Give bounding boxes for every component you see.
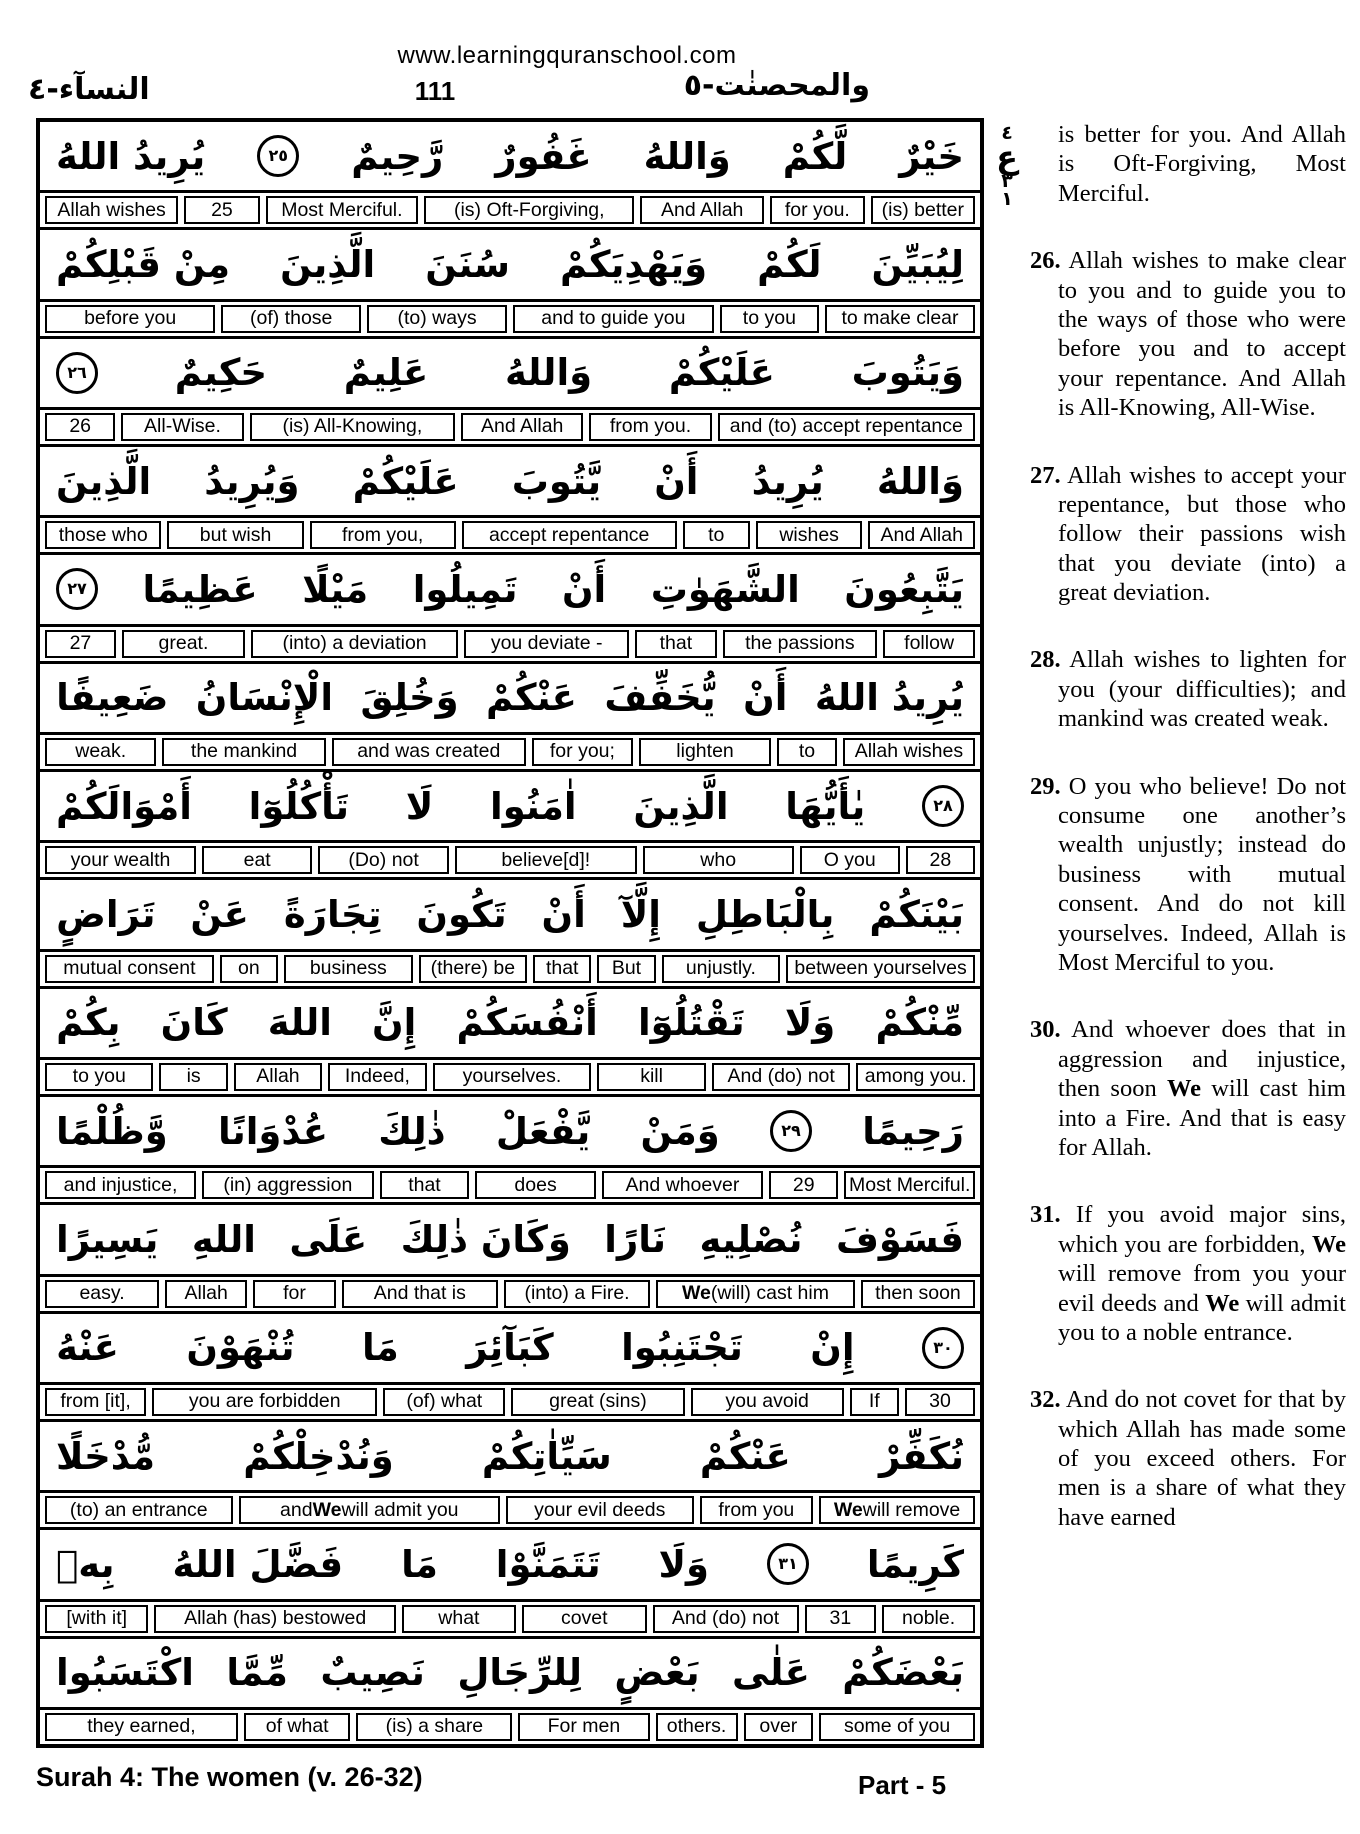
word-translation-cell: (into) a deviation xyxy=(251,630,458,658)
arabic-word: الَّذِينَ xyxy=(280,242,376,286)
arabic-word: أَمْوَالَكُمْ xyxy=(56,784,192,828)
arabic-word: أَنْفُسَكُمْ xyxy=(456,1001,598,1045)
word-translation-cell: lighten xyxy=(639,738,771,766)
verse-translation-27 xyxy=(1030,461,1346,608)
verse-row xyxy=(40,1205,980,1313)
arabic-word: لِلرِّجَالِ xyxy=(457,1651,583,1695)
verse-row xyxy=(40,1422,980,1530)
word-translation-cell: (is) Oft-Forgiving, xyxy=(424,196,634,224)
word-translation-cell: If xyxy=(850,1388,899,1416)
arabic-word: بَعْضَكُمْ xyxy=(842,1651,964,1695)
word-translation-cell: 30 xyxy=(905,1388,975,1416)
arabic-word: وَيَهْدِيَكُمْ xyxy=(559,242,708,286)
word-translation-cell: 29 xyxy=(769,1171,838,1199)
word-translation-cell: from you xyxy=(700,1496,814,1524)
word-translation-cell: covet xyxy=(522,1605,647,1633)
verse-end-marker: ٣١ xyxy=(767,1543,809,1585)
word-translation-cell: noble. xyxy=(882,1605,975,1633)
word-translation-cell: the passions xyxy=(723,630,878,658)
translation-row xyxy=(40,1277,980,1311)
word-translation-cell: what xyxy=(402,1605,516,1633)
arabic-word: عَنْ xyxy=(190,892,249,936)
word-translation-cell: And whoever xyxy=(602,1171,763,1199)
arabic-word: تَرَاضٍ xyxy=(56,892,156,936)
word-translation-cell: 27 xyxy=(45,630,116,658)
arabic-word: وَكَانَ ذٰلِكَ xyxy=(400,1217,571,1261)
arabic-word: عَلَيْكُمْ xyxy=(668,351,775,395)
word-translation-cell: weak. xyxy=(45,738,156,766)
word-translation-cell: (there) be xyxy=(419,955,527,983)
verse-row xyxy=(40,1097,980,1205)
surah-caption: Surah 4: The women (v. 26-32) xyxy=(36,1762,423,1792)
verse-row xyxy=(40,230,980,338)
arabic-word: تَقْتُلُوٓا xyxy=(637,1001,745,1045)
verse-row xyxy=(40,555,980,663)
word-translation-cell: And that is xyxy=(342,1280,499,1308)
arabic-text-line xyxy=(40,1097,980,1168)
arabic-text-line xyxy=(40,1205,980,1276)
word-translation-cell: for xyxy=(253,1280,335,1308)
translation-row xyxy=(40,627,980,661)
word-translation-cell: We (will) cast him xyxy=(656,1280,855,1308)
word-translation-cell: of what xyxy=(244,1713,351,1741)
word-translation-cell: is xyxy=(159,1063,227,1091)
verse-row xyxy=(40,1314,980,1422)
arabic-word: اكْتَسَبُوا xyxy=(56,1651,194,1695)
word-translation-cell: before you xyxy=(45,305,215,333)
word-translation-cell: they earned, xyxy=(45,1713,238,1741)
arabic-word: مَا xyxy=(401,1542,438,1586)
verse-row xyxy=(40,339,980,447)
arabic-word: سُنَنَ xyxy=(425,242,510,286)
arabic-word: لِيُبَيِّنَ xyxy=(871,242,964,286)
word-translation-cell: you deviate - xyxy=(464,630,629,658)
arabic-word: الْإِنْسَانُ xyxy=(195,676,334,720)
arabic-word: عَنْكُمْ xyxy=(699,1434,791,1478)
word-translation-cell: others. xyxy=(656,1713,738,1741)
word-translation-cell: And Allah xyxy=(640,196,764,224)
arabic-word: يَّتُوبَ xyxy=(511,459,602,503)
ruku-top: ٤ xyxy=(1001,122,1013,144)
word-translation-cell: your wealth xyxy=(45,846,196,874)
word-translation-cell: that xyxy=(635,630,716,658)
translation-row xyxy=(40,1060,980,1094)
word-translation-cell: wishes xyxy=(756,521,863,549)
verse-number: 31. xyxy=(1030,1201,1061,1229)
word-translation-cell: accept repentance xyxy=(462,521,677,549)
verse-translation-26 xyxy=(1030,246,1346,422)
verse-number: 29. xyxy=(1030,772,1061,800)
word-translation-cell: business xyxy=(284,955,413,983)
verse-row xyxy=(40,447,980,555)
word-translation-cell: unjustly. xyxy=(662,955,781,983)
arabic-word: يُرِيدُ اللهُ xyxy=(56,134,206,178)
arabic-text-line xyxy=(40,555,980,626)
word-translation-cell: believe[d]! xyxy=(455,846,637,874)
word-translation-cell: 31 xyxy=(805,1605,877,1633)
word-translation-cell: And (do) not xyxy=(653,1605,799,1633)
verse-end-marker: ٢٨ xyxy=(922,785,964,827)
word-translation-cell: easy. xyxy=(45,1280,159,1308)
word-translation-cell: (into) a Fire. xyxy=(504,1280,650,1308)
word-translation-cell: that xyxy=(533,955,591,983)
word-translation-cell: but wish xyxy=(167,521,303,549)
arabic-word: وَنُدْخِلْكُمْ xyxy=(243,1434,394,1478)
word-translation-cell: does xyxy=(475,1171,595,1199)
arabic-word: وَاللهُ xyxy=(643,134,731,178)
word-translation-cell: on xyxy=(220,955,278,983)
verse-end-marker: ٢٥ xyxy=(257,135,299,177)
arabic-word: مَيْلًا xyxy=(302,567,369,611)
translation-row xyxy=(40,1493,980,1527)
juz-name-arabic: والمحصنٰت-٥ xyxy=(683,68,870,103)
verse-row xyxy=(40,989,980,1097)
arabic-word: نَارًا xyxy=(604,1217,667,1261)
verse-end-marker: ٢٦ xyxy=(56,352,98,394)
arabic-word: وَلَا xyxy=(658,1542,710,1586)
arabic-word: نَصِيبٌ xyxy=(320,1651,425,1695)
arabic-word: مُّدْخَلًا xyxy=(56,1434,156,1478)
translation-row xyxy=(40,843,980,877)
arabic-word: خَيْرٌ xyxy=(899,134,964,178)
word-translation-cell: Allah (has) bestowed xyxy=(154,1605,395,1633)
word-translation-cell: to make clear xyxy=(825,305,975,333)
arabic-word: عَلٰى xyxy=(732,1651,810,1695)
word-translation-cell: 26 xyxy=(45,413,115,441)
arabic-word: مَا xyxy=(361,1326,399,1370)
word-translation-cell: the mankind xyxy=(162,738,325,766)
verse-number: 30. xyxy=(1030,1016,1061,1044)
word-translation-cell: great. xyxy=(122,630,245,658)
word-translation-cell: for you; xyxy=(532,738,633,766)
word-translation-cell: those who xyxy=(45,521,161,549)
word-translation-cell: that xyxy=(380,1171,470,1199)
verse-end-marker: ٣٠ xyxy=(922,1327,964,1369)
arabic-word: اللهِ xyxy=(191,1217,256,1261)
word-translation-cell: And (do) not xyxy=(712,1063,851,1091)
arabic-text-line xyxy=(40,880,980,951)
translation-row xyxy=(40,735,980,769)
arabic-text-line xyxy=(40,1639,980,1710)
word-translation-cell: from [it], xyxy=(45,1388,146,1416)
word-translation-cell: some of you xyxy=(819,1713,975,1741)
word-translation-cell: (Do) not xyxy=(318,846,449,874)
word-translation-cell: to you xyxy=(720,305,819,333)
word-translation-cell: (of) those xyxy=(221,305,361,333)
word-translation-cell: (to) an entrance xyxy=(45,1496,233,1524)
arabic-text-line xyxy=(40,122,980,193)
word-translation-cell: [with it] xyxy=(45,1605,148,1633)
arabic-word: يَتَّبِعُونَ xyxy=(844,567,964,611)
arabic-word: نُكَفِّرْ xyxy=(878,1434,964,1478)
translation-row xyxy=(40,1168,980,1202)
translation-row xyxy=(40,1385,980,1419)
verse-number: 32. xyxy=(1030,1386,1061,1414)
word-translation-cell: We will remove xyxy=(819,1496,975,1524)
translation-row xyxy=(40,1602,980,1636)
word-translation-cell: (to) ways xyxy=(367,305,507,333)
arabic-word: وَاللهُ xyxy=(876,459,964,503)
word-translation-cell: from you. xyxy=(589,413,711,441)
arabic-text-line xyxy=(40,230,980,301)
translation-row xyxy=(40,1710,980,1744)
word-translation-cell: 28 xyxy=(906,846,975,874)
arabic-word: وَيَتُوبَ xyxy=(851,351,964,395)
word-translation-cell: over xyxy=(744,1713,814,1741)
word-translation-cell: Allah wishes xyxy=(45,196,178,224)
word-translation-cell: and was created xyxy=(332,738,526,766)
arabic-word: بِكُمْ xyxy=(56,1001,121,1045)
translation-row xyxy=(40,193,980,227)
verse-row xyxy=(40,1530,980,1638)
arabic-word: بِهٖ xyxy=(56,1542,115,1586)
word-translation-cell: and We will admit you xyxy=(239,1496,500,1524)
word-translation-cell: you avoid xyxy=(691,1388,844,1416)
verse-text: O you who believe! Do not consume one another’s wealth unjustly; instead do business with mutual consent. And do not kill yourselves. Indeed, Allah is Most Merciful to you. xyxy=(1058,772,1346,976)
arabic-text-line xyxy=(40,1422,980,1493)
word-translation-cell: and (to) accept repentance xyxy=(718,413,975,441)
arabic-text-line xyxy=(40,772,980,843)
translation-row xyxy=(40,302,980,336)
word-translation-cell: All-Wise. xyxy=(121,413,243,441)
word-translation-cell: follow xyxy=(883,630,975,658)
arabic-word: أَنْ xyxy=(561,567,607,611)
arabic-word: رَحِيمًا xyxy=(862,1109,964,1153)
arabic-word: الَّذِينَ xyxy=(56,459,152,503)
verse-row xyxy=(40,772,980,880)
arabic-word: عَلَى xyxy=(289,1217,368,1261)
word-by-word-grid xyxy=(36,118,984,1748)
verse-translation-31 xyxy=(1030,1200,1346,1347)
word-translation-cell: For men xyxy=(518,1713,649,1741)
word-translation-cell: yourselves. xyxy=(433,1063,592,1091)
arabic-word: فَسَوْفَ xyxy=(835,1217,964,1261)
word-translation-cell: and injustice, xyxy=(45,1171,196,1199)
arabic-word: نُصْلِيهِ xyxy=(699,1217,803,1261)
ain-glyph: ع xyxy=(996,138,1018,177)
arabic-word: إِنْ xyxy=(810,1326,855,1370)
verse-translation-29 xyxy=(1030,772,1346,978)
arabic-word: فَضَّلَ اللهُ xyxy=(172,1542,344,1586)
arabic-word: تَجْتَنِبُوا xyxy=(621,1326,743,1370)
word-translation-cell: 25 xyxy=(184,196,259,224)
arabic-word: بَيْنَكُمْ xyxy=(869,892,964,936)
word-translation-cell: who xyxy=(643,846,794,874)
arabic-word: حَكِيمٌ xyxy=(174,351,268,395)
translation-row xyxy=(40,952,980,986)
verse-row xyxy=(40,1639,980,1744)
word-translation-cell: Allah xyxy=(234,1063,322,1091)
verse-text: is better for you. And Allah is Oft-Forgiving, Most Merciful. xyxy=(1058,121,1346,207)
word-translation-cell: O you xyxy=(800,846,900,874)
arabic-word: اٰمَنُوا xyxy=(490,784,577,828)
word-translation-cell: (is) better xyxy=(871,196,975,224)
arabic-word: وَيُرِيدُ xyxy=(204,459,300,503)
word-translation-cell: (of) what xyxy=(383,1388,505,1416)
verse-translation-continuation xyxy=(1030,120,1346,208)
word-translation-cell: to xyxy=(777,738,837,766)
ruku-bottom: ١ xyxy=(1001,188,1013,211)
arabic-word: بِالْبَاطِلِ xyxy=(695,892,835,936)
part-caption: Part - 5 xyxy=(858,1770,947,1800)
arabic-word: إِنَّ xyxy=(372,1001,417,1045)
word-translation-cell: from you, xyxy=(310,521,456,549)
arabic-word: عَلِيمٌ xyxy=(343,351,429,395)
arabic-word: عُدْوَانًا xyxy=(217,1109,329,1153)
word-translation-cell: Most Merciful. xyxy=(266,196,418,224)
verse-text: Allah wishes to lighten for you (your difficulties); and mankind was created weak. xyxy=(1058,646,1346,733)
arabic-word: وَمَنْ xyxy=(640,1109,720,1153)
site-url: www.learningquranschool.com xyxy=(397,42,737,69)
arabic-word: وَخُلِقَ xyxy=(360,676,459,720)
arabic-word: مِّمَّا xyxy=(226,1651,288,1695)
arabic-word: وَلَا xyxy=(784,1001,836,1045)
arabic-text-line xyxy=(40,339,980,410)
arabic-word: ذٰلِكَ xyxy=(378,1109,446,1153)
arabic-word: أَنْ xyxy=(743,676,788,720)
word-translation-cell: to xyxy=(683,521,750,549)
word-translation-cell: eat xyxy=(202,846,312,874)
arabic-text-line xyxy=(40,447,980,518)
verse-text: Allah wishes to accept your repentance, but those who follow their passions wish that you deviate (into) a great deviation. xyxy=(1058,461,1346,607)
arabic-word: تِجَارَةً xyxy=(283,892,382,936)
arabic-word: لَكُمْ xyxy=(757,242,822,286)
arabic-word: كَرِيمًا xyxy=(866,1542,964,1586)
arabic-word: تَكُونَ xyxy=(416,892,507,936)
verse-text: If you avoid major sins, which you are forbidden, We will remove from you your evil deeds and We will admit you to a noble entrance. xyxy=(1058,1201,1346,1346)
arabic-word: يَسِيرًا xyxy=(56,1217,159,1261)
word-translation-cell: Indeed, xyxy=(328,1063,426,1091)
arabic-word: وَّظُلْمًا xyxy=(56,1109,168,1153)
word-translation-cell: But xyxy=(597,955,655,983)
arabic-word: يُرِيدُ اللهُ xyxy=(814,676,964,720)
arabic-word: مِنْ قَبْلِكُمْ xyxy=(56,242,231,286)
word-translation-cell: then soon xyxy=(861,1280,975,1308)
arabic-word: إِلَّآ xyxy=(620,892,661,936)
arabic-text-line xyxy=(40,1530,980,1601)
arabic-word: أَنْ xyxy=(654,459,699,503)
word-translation-cell: your evil deeds xyxy=(506,1496,694,1524)
arabic-word: الشَّهَوٰتِ xyxy=(650,567,800,611)
translation-row xyxy=(40,518,980,552)
arabic-word: تَأْكُلُوٓا xyxy=(248,784,349,828)
word-translation-cell: to you xyxy=(45,1063,153,1091)
arabic-word: تَتَمَنَّوْا xyxy=(495,1542,601,1586)
arabic-word: ضَعِيفًا xyxy=(56,676,169,720)
verse-end-marker: ٢٩ xyxy=(770,1110,812,1152)
arabic-word: كَبَآئِرَ xyxy=(466,1326,554,1370)
verse-translation-32 xyxy=(1030,1385,1346,1532)
arabic-word: يُّخَفِّفَ xyxy=(604,676,716,720)
arabic-word: مِّنْكُمْ xyxy=(875,1001,964,1045)
word-translation-cell: between yourselves xyxy=(786,955,975,983)
translation-row xyxy=(40,410,980,444)
verse-text: Allah wishes to make clear to you and to guide you to the ways of those who were before you and to accept your repentance. And Allah is All-Knowing, All-Wise. xyxy=(1058,247,1346,422)
arabic-word: لَّكُمْ xyxy=(782,134,848,178)
arabic-word: كَانَ xyxy=(160,1001,228,1045)
arabic-word: يُرِيدُ xyxy=(751,459,824,503)
ruku-middle: ٣ xyxy=(1001,170,1013,193)
arabic-word: عَنْكُمْ xyxy=(486,676,577,720)
word-translation-cell: Most Merciful. xyxy=(844,1171,975,1199)
verse-row xyxy=(40,664,980,772)
verse-number: 28. xyxy=(1030,646,1061,674)
verse-number: 26. xyxy=(1030,247,1061,275)
arabic-word: وَاللهُ xyxy=(505,351,593,395)
arabic-word: رَّحِيمٌ xyxy=(351,134,444,178)
word-translation-cell: Allah xyxy=(165,1280,247,1308)
verse-row xyxy=(40,122,980,230)
word-translation-cell: And Allah xyxy=(461,413,583,441)
arabic-word: عَظِيمًا xyxy=(142,567,258,611)
surah-name-arabic: النسآء-٤ xyxy=(28,72,150,107)
arabic-word: يٰأَيُّهَا xyxy=(785,784,866,828)
word-translation-cell: And Allah xyxy=(868,521,975,549)
word-translation-cell: for you. xyxy=(770,196,865,224)
word-translation-cell: (in) aggression xyxy=(202,1171,374,1199)
arabic-text-line xyxy=(40,1314,980,1385)
arabic-text-line xyxy=(40,664,980,735)
arabic-word: بَعْضٍ xyxy=(614,1651,700,1695)
word-translation-cell: Allah wishes xyxy=(843,738,975,766)
arabic-text-line xyxy=(40,989,980,1060)
word-translation-cell: you are forbidden xyxy=(152,1388,377,1416)
word-translation-cell: great (sins) xyxy=(511,1388,685,1416)
arabic-word: عَنْهُ xyxy=(56,1326,119,1370)
word-translation-cell: (is) All-Knowing, xyxy=(250,413,455,441)
word-translation-cell: and to guide you xyxy=(513,305,714,333)
arabic-word: تَمِيلُوا xyxy=(412,567,518,611)
arabic-word: اللهَ xyxy=(267,1001,332,1045)
verse-text: And whoever does that in aggression and injustice, then soon We will cast him into a Fire. And that is easy for Allah. xyxy=(1058,1016,1346,1161)
arabic-word: عَلَيْكُمْ xyxy=(352,459,459,503)
translation-column xyxy=(1030,120,1346,1570)
verse-row xyxy=(40,880,980,988)
word-translation-cell: among you. xyxy=(856,1063,975,1091)
verse-text: And do not covet for that by which Allah has made some of you exceed others. For men is a share of what they have earned xyxy=(1058,1386,1346,1531)
word-translation-cell: (is) a share xyxy=(356,1713,512,1741)
word-translation-cell: mutual consent xyxy=(45,955,214,983)
arabic-word: سَيِّاٰتِكُمْ xyxy=(481,1434,612,1478)
verse-translation-28 xyxy=(1030,645,1346,733)
arabic-word: غَفُورٌ xyxy=(495,134,592,178)
ruku-marker xyxy=(988,124,1026,209)
verse-number: 27. xyxy=(1030,461,1061,489)
arabic-word: تُنْهَوْنَ xyxy=(186,1326,295,1370)
page-number: 111 xyxy=(414,76,456,106)
word-translation-cell: kill xyxy=(597,1063,705,1091)
verse-translation-30 xyxy=(1030,1015,1346,1162)
arabic-word: أَنْ xyxy=(541,892,586,936)
arabic-word: يَّفْعَلْ xyxy=(495,1109,591,1153)
arabic-word: الَّذِينَ xyxy=(633,784,729,828)
verse-end-marker: ٢٧ xyxy=(56,568,98,610)
arabic-word: لَا xyxy=(405,784,434,828)
